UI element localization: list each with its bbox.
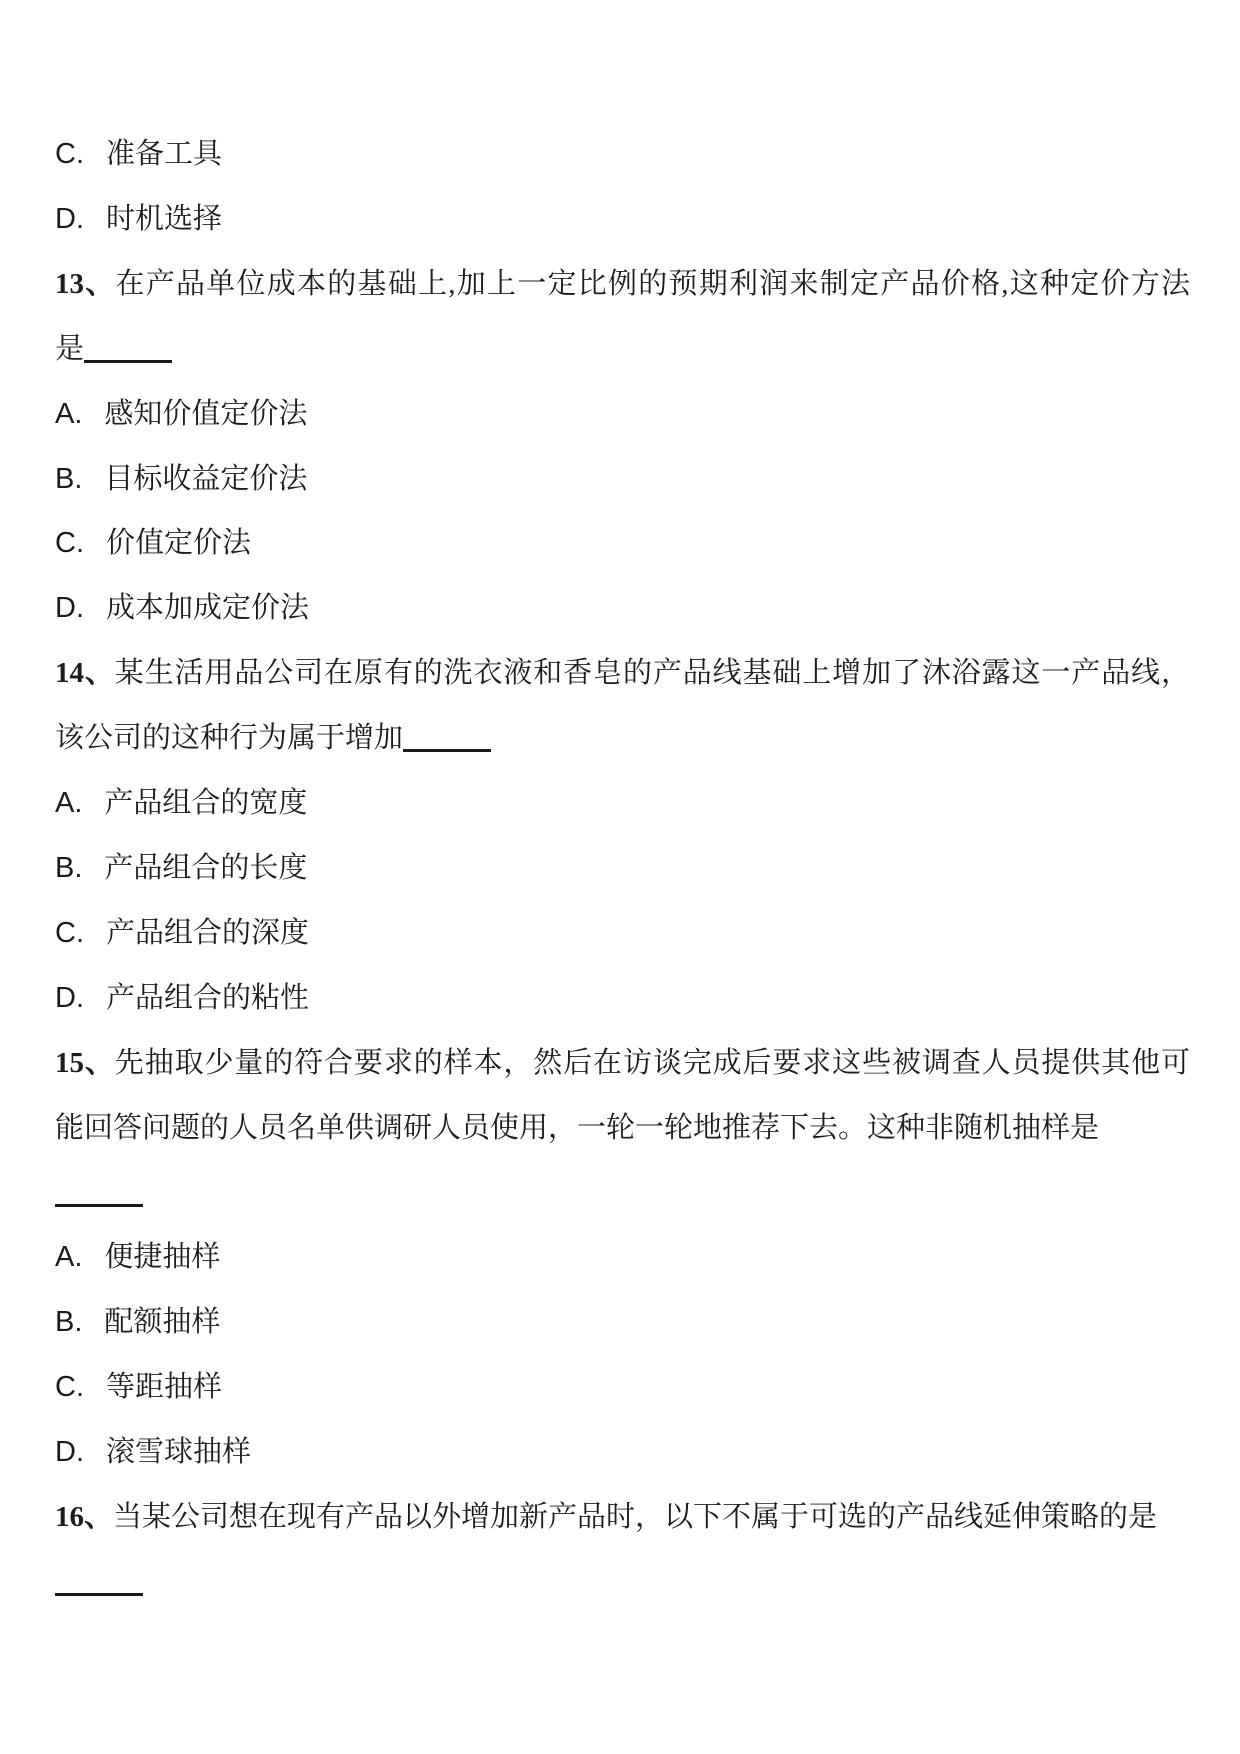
option-text: 时机选择: [106, 202, 223, 235]
option-letter: A.: [55, 1241, 83, 1274]
question-16-blank-line: [55, 1550, 1190, 1615]
question-13-option-c: [55, 511, 1190, 576]
blank-underline: [55, 1204, 143, 1207]
option-letter: D.: [55, 592, 84, 625]
question-14-stem: [55, 641, 1190, 706]
blank-underline: [55, 1593, 143, 1596]
question-15-stem-continued: [55, 1096, 1190, 1161]
question-12-option-d: [55, 187, 1190, 252]
option-letter: A.: [55, 397, 83, 430]
question-14-option-b: [55, 836, 1190, 901]
question-13-option-d: [55, 576, 1190, 641]
question-13-option-b: [55, 447, 1190, 512]
question-text: 是: [55, 332, 85, 365]
question-15-option-d: [55, 1420, 1190, 1485]
question-13-stem: [55, 252, 1190, 317]
question-text: 当某公司想在现有产品以外增加新产品时，以下不属于可选的产品线延伸策略的是: [113, 1501, 1158, 1534]
question-number: 14、: [55, 657, 115, 690]
option-text: 产品组合的长度: [104, 851, 308, 884]
option-letter: B.: [55, 1306, 83, 1339]
option-text: 产品组合的粘性: [106, 981, 310, 1014]
option-letter: C.: [55, 527, 84, 560]
option-text: 产品组合的深度: [106, 916, 310, 949]
option-letter: D.: [55, 1436, 84, 1469]
question-16-stem: [55, 1485, 1190, 1550]
question-number: 13、: [55, 267, 116, 300]
option-letter: A.: [55, 787, 83, 820]
option-letter: B.: [55, 462, 83, 495]
blank-underline: [403, 749, 491, 752]
option-text: 配额抽样: [104, 1306, 221, 1339]
option-text: 滚雪球抽样: [106, 1436, 252, 1469]
question-12-option-c: [55, 122, 1190, 187]
question-13-option-a: [55, 382, 1190, 447]
question-number: 15、: [55, 1046, 115, 1079]
option-letter: B.: [55, 851, 83, 884]
question-14-option-a: [55, 771, 1190, 836]
option-text: 等距抽样: [106, 1371, 223, 1404]
question-15-option-a: [55, 1225, 1190, 1290]
question-14-option-c: [55, 901, 1190, 966]
question-number: 16、: [55, 1501, 114, 1534]
option-text: 成本加成定价法: [106, 592, 310, 625]
question-text: 某生活用品公司在原有的洗衣液和香皂的产品线基础上增加了沐浴露这一产品线，: [114, 657, 1190, 690]
option-text: 感知价值定价法: [104, 397, 308, 430]
question-15-option-c: [55, 1355, 1190, 1420]
option-text: 目标收益定价法: [104, 462, 308, 495]
question-text: 该公司的这种行为属于增加: [55, 722, 404, 755]
question-text: 能回答问题的人员名单供调研人员使用，一轮一轮地推荐下去。这种非随机抽样是: [55, 1111, 1100, 1144]
option-letter: D.: [55, 202, 84, 235]
question-text: 先抽取少量的符合要求的样本，然后在访谈完成后要求这些被调查人员提供其他可: [114, 1046, 1190, 1079]
option-letter: C.: [55, 138, 84, 170]
option-letter: C.: [55, 1371, 84, 1404]
question-text: 在产品单位成本的基础上,加上一定比例的预期利润来制定产品价格,这种定价方法: [115, 267, 1190, 300]
question-14-stem-continued: [55, 706, 1190, 771]
option-text: 产品组合的宽度: [104, 787, 308, 820]
option-text: 便捷抽样: [104, 1241, 221, 1274]
question-15-option-b: [55, 1290, 1190, 1355]
option-letter: D.: [55, 981, 84, 1014]
question-13-stem-continued: [55, 317, 1190, 382]
option-text: 准备工具: [106, 138, 223, 170]
question-14-option-d: [55, 966, 1190, 1031]
option-letter: C.: [55, 916, 84, 949]
option-text: 价值定价法: [106, 527, 252, 560]
question-15-blank-line: [55, 1161, 1190, 1226]
blank-underline: [84, 360, 172, 363]
question-15-stem: [55, 1031, 1190, 1096]
